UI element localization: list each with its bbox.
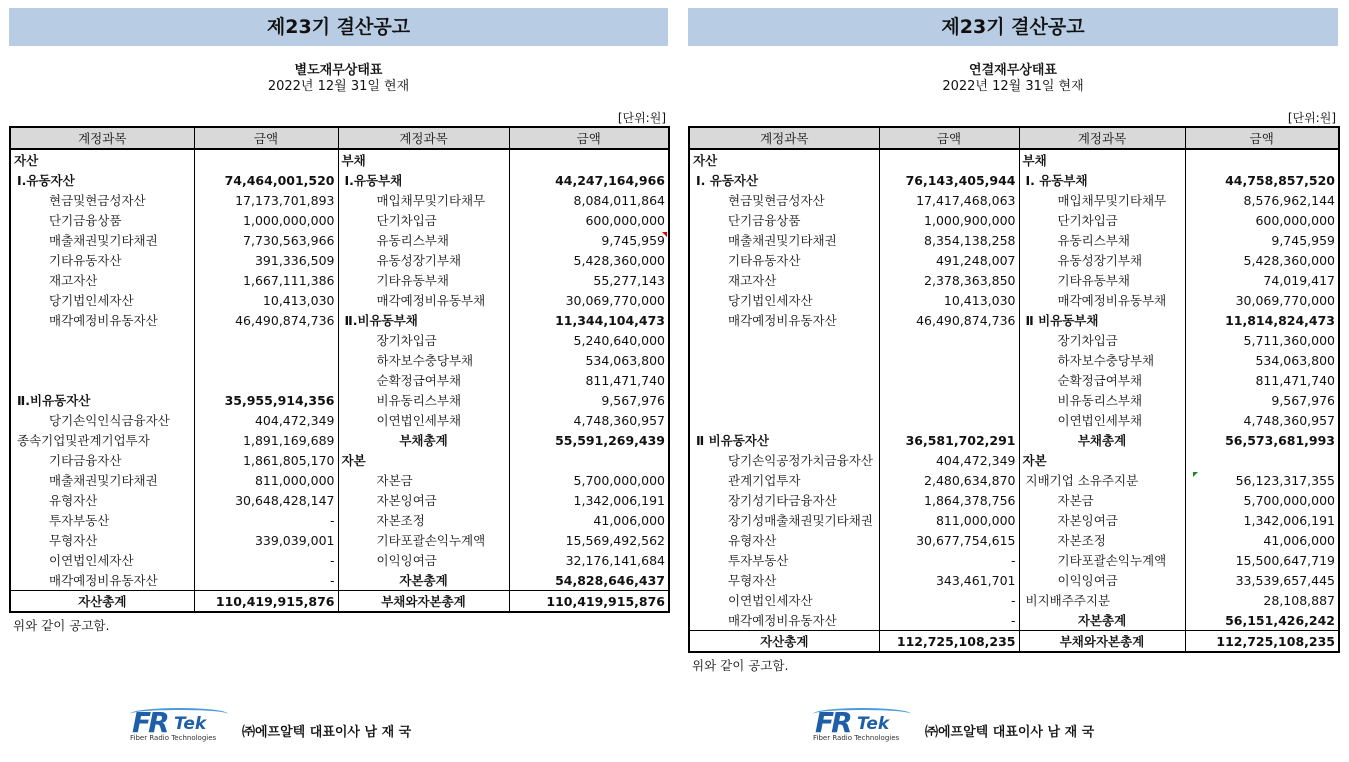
amount-cell: 44,758,857,520 xyxy=(1185,170,1339,190)
account-name-cell: Ⅱ.비유동자산 xyxy=(10,390,194,410)
table-row xyxy=(689,631,1339,653)
notice-title: 제23기 결산공고 xyxy=(688,8,1338,46)
account-name-cell: 투자부동산 xyxy=(10,510,194,530)
amount-cell: 1,342,006,191 xyxy=(1185,510,1339,530)
amount-cell: 600,000,000 xyxy=(509,210,669,230)
account-name-cell xyxy=(689,370,879,390)
table-row xyxy=(689,490,1339,510)
account-name-cell: Ⅰ.유동부채 xyxy=(338,170,509,190)
account-name-cell: 자본총계 xyxy=(1019,610,1185,631)
account-name-cell: 자본 xyxy=(1019,450,1185,470)
amount-cell: 76,143,405,944 xyxy=(879,170,1019,190)
amount-cell: 1,000,900,000 xyxy=(879,210,1019,230)
signature-block xyxy=(130,706,411,744)
account-name-cell: 매출채권및기타채권 xyxy=(689,230,879,250)
amount-cell: 4,748,360,957 xyxy=(1185,410,1339,430)
table-row xyxy=(689,590,1339,610)
account-name-cell: 재고자산 xyxy=(689,270,879,290)
amount-cell: 1,667,111,386 xyxy=(194,270,338,290)
account-name-cell: 기타금융자산 xyxy=(10,450,194,470)
account-name-cell: 부채총계 xyxy=(338,430,509,450)
table-row xyxy=(689,270,1339,290)
account-name-cell: Ⅱ.비유동부채 xyxy=(338,310,509,330)
amount-cell: 56,151,426,242 xyxy=(1185,610,1339,631)
amount-cell: 1,891,169,689 xyxy=(194,430,338,450)
table-row xyxy=(10,290,669,310)
table-row xyxy=(689,410,1339,430)
table-row xyxy=(689,250,1339,270)
amount-cell: - xyxy=(879,610,1019,631)
table-row xyxy=(10,570,669,591)
signature-text: ㈜에프알텍 대표이사 남 재 국 xyxy=(242,725,412,740)
table-row xyxy=(689,470,1339,490)
company-logo: FR Tek Fiber Radio Technologies xyxy=(813,706,913,744)
amount-cell: 30,069,770,000 xyxy=(509,290,669,310)
account-name-cell: 단기차입금 xyxy=(338,210,509,230)
account-name-cell: 기타포괄손익누계액 xyxy=(338,530,509,550)
account-name-cell: 당기법인세자산 xyxy=(10,290,194,310)
amount-cell: 17,173,701,893 xyxy=(194,190,338,210)
account-name-cell: 이연법인세부채 xyxy=(1019,410,1185,430)
account-name-cell: 무형자산 xyxy=(689,570,879,590)
account-name-cell xyxy=(689,350,879,370)
table-row xyxy=(10,430,669,450)
table-row xyxy=(10,190,669,210)
amount-cell: 1,000,000,000 xyxy=(194,210,338,230)
account-name-cell: 자본금 xyxy=(1019,490,1185,510)
amount-cell xyxy=(194,370,338,390)
comment-marker-icon xyxy=(662,232,667,237)
column-header: 계정과목 xyxy=(689,127,879,149)
separate-statement-panel xyxy=(9,8,668,634)
amount-cell: - xyxy=(194,510,338,530)
account-name-cell: 유형자산 xyxy=(689,530,879,550)
table-row xyxy=(10,149,669,170)
account-name-cell: 부채 xyxy=(1019,149,1185,170)
amount-cell: 11,814,824,473 xyxy=(1185,310,1339,330)
account-name-cell: 자본 xyxy=(338,450,509,470)
amount-cell: 41,006,000 xyxy=(1185,530,1339,550)
amount-cell: 1,342,006,191 xyxy=(509,490,669,510)
balance-sheet-table xyxy=(9,126,670,613)
account-name-cell: 이익잉여금 xyxy=(1019,570,1185,590)
amount-cell: 7,730,563,966 xyxy=(194,230,338,250)
account-name-cell: 매각예정비유동부채 xyxy=(338,290,509,310)
account-name-cell: 매출채권및기타채권 xyxy=(10,230,194,250)
amount-cell: 811,000,000 xyxy=(879,510,1019,530)
amount-cell: 2,378,363,850 xyxy=(879,270,1019,290)
amount-cell xyxy=(194,350,338,370)
table-row xyxy=(689,230,1339,250)
amount-cell: 1,861,805,170 xyxy=(194,450,338,470)
account-name-cell: 기타유동부채 xyxy=(1019,270,1185,290)
header-row xyxy=(689,127,1339,149)
table-row xyxy=(689,330,1339,350)
column-header: 금액 xyxy=(879,127,1019,149)
table-row xyxy=(10,210,669,230)
amount-cell: 600,000,000 xyxy=(1185,210,1339,230)
notice-statement: 위와 같이 공고함. xyxy=(13,618,110,633)
table-row xyxy=(689,350,1339,370)
table-row xyxy=(689,190,1339,210)
amount-cell: 112,725,108,235 xyxy=(879,631,1019,653)
amount-cell xyxy=(509,450,669,470)
amount-cell xyxy=(509,149,669,170)
signature-text: ㈜에프알텍 대표이사 남 재 국 xyxy=(925,725,1095,740)
account-name-cell: 유동성장기부채 xyxy=(1019,250,1185,270)
account-name-cell: 투자부동산 xyxy=(689,550,879,570)
amount-cell: 36,581,702,291 xyxy=(879,430,1019,450)
table-row xyxy=(689,530,1339,550)
consolidated-statement-panel xyxy=(688,8,1338,674)
amount-cell: 30,677,754,615 xyxy=(879,530,1019,550)
amount-cell xyxy=(879,350,1019,370)
statement-subtitle: 별도재무상태표 xyxy=(294,63,383,78)
account-name-cell: 매각예정비유동자산 xyxy=(689,610,879,631)
account-name-cell: 자산총계 xyxy=(10,591,194,613)
logo-tagline: Fiber Radio Technologies xyxy=(130,734,217,742)
account-name-cell: 장기성매출채권및기타채권 xyxy=(689,510,879,530)
account-name-cell: 비유동리스부채 xyxy=(1019,390,1185,410)
account-name-cell xyxy=(10,330,194,350)
account-name-cell: 현금및현금성자산 xyxy=(10,190,194,210)
account-name-cell: 비지배주주지분 xyxy=(1019,590,1185,610)
amount-cell: 5,711,360,000 xyxy=(1185,330,1339,350)
amount-cell: 44,247,164,966 xyxy=(509,170,669,190)
comment-marker-icon xyxy=(1193,472,1198,477)
table-row xyxy=(689,390,1339,410)
amount-cell: 534,063,800 xyxy=(509,350,669,370)
account-name-cell: 유동리스부채 xyxy=(338,230,509,250)
amount-cell: 55,591,269,439 xyxy=(509,430,669,450)
account-name-cell: 기타포괄손익누계액 xyxy=(1019,550,1185,570)
account-name-cell: 매각예정비유동자산 xyxy=(10,310,194,330)
amount-cell: 5,700,000,000 xyxy=(1185,490,1339,510)
account-name-cell xyxy=(689,410,879,430)
table-row xyxy=(689,370,1339,390)
amount-cell: 339,039,001 xyxy=(194,530,338,550)
account-name-cell: 하자보수충당부채 xyxy=(338,350,509,370)
column-header: 금액 xyxy=(509,127,669,149)
account-name-cell: 단기금융상품 xyxy=(10,210,194,230)
amount-cell: 33,539,657,445 xyxy=(1185,570,1339,590)
account-name-cell: 기타유동부채 xyxy=(338,270,509,290)
table-row xyxy=(689,430,1339,450)
amount-cell: 110,419,915,876 xyxy=(509,591,669,613)
table-row xyxy=(10,390,669,410)
amount-cell xyxy=(879,370,1019,390)
amount-cell: - xyxy=(194,570,338,591)
amount-cell: 5,428,360,000 xyxy=(509,250,669,270)
amount-cell: 491,248,007 xyxy=(879,250,1019,270)
account-name-cell: 유형자산 xyxy=(10,490,194,510)
unit-label: [단위:원] xyxy=(1287,111,1336,125)
table-row xyxy=(10,350,669,370)
table-row xyxy=(10,310,669,330)
account-name-cell: 순확정급여부채 xyxy=(1019,370,1185,390)
column-header: 금액 xyxy=(1185,127,1339,149)
table-body xyxy=(689,149,1339,652)
account-name-cell: 하자보수충당부채 xyxy=(1019,350,1185,370)
account-name-cell: 이연법인세부채 xyxy=(338,410,509,430)
table-row xyxy=(10,410,669,430)
statement-subtitle: 연결재무상태표 xyxy=(969,63,1057,78)
amount-cell: 110,419,915,876 xyxy=(194,591,338,613)
account-name-cell: 단기금융상품 xyxy=(689,210,879,230)
table-row xyxy=(10,530,669,550)
account-name-cell: Ⅱ 비유동부채 xyxy=(1019,310,1185,330)
account-name-cell: 장기성기타금융자산 xyxy=(689,490,879,510)
account-name-cell: 기타유동자산 xyxy=(10,250,194,270)
account-name-cell: 재고자산 xyxy=(10,270,194,290)
column-header: 금액 xyxy=(194,127,338,149)
notice-statement: 위와 같이 공고함. xyxy=(692,658,789,673)
amount-cell: 811,000,000 xyxy=(194,470,338,490)
amount-cell xyxy=(194,149,338,170)
table-row xyxy=(10,270,669,290)
account-name-cell: 자산총계 xyxy=(689,631,879,653)
amount-cell: 41,006,000 xyxy=(509,510,669,530)
amount-cell: 32,176,141,684 xyxy=(509,550,669,570)
amount-cell: 112,725,108,235 xyxy=(1185,631,1339,653)
account-name-cell: 자본조정 xyxy=(338,510,509,530)
table-row xyxy=(689,570,1339,590)
account-name-cell: Ⅰ.유동자산 xyxy=(10,170,194,190)
table-row xyxy=(689,170,1339,190)
amount-cell: 5,700,000,000 xyxy=(509,470,669,490)
amount-cell: 8,084,011,864 xyxy=(509,190,669,210)
amount-cell: 30,648,428,147 xyxy=(194,490,338,510)
amount-cell: 2,480,634,870 xyxy=(879,470,1019,490)
signature-block xyxy=(813,706,1094,744)
amount-cell xyxy=(1185,149,1339,170)
account-name-cell: 현금및현금성자산 xyxy=(689,190,879,210)
statement-date: 2022년 12월 31일 현재 xyxy=(267,79,410,94)
account-name-cell: 장기차입금 xyxy=(338,330,509,350)
amount-cell: 56,123,317,355 xyxy=(1185,470,1339,490)
header-row xyxy=(10,127,669,149)
account-name-cell: 부채총계 xyxy=(1019,430,1185,450)
table-row xyxy=(10,470,669,490)
amount-cell: 74,464,001,520 xyxy=(194,170,338,190)
amount-cell xyxy=(879,149,1019,170)
account-name-cell: 당기법인세자산 xyxy=(689,290,879,310)
table-row xyxy=(10,250,669,270)
amount-cell: 404,472,349 xyxy=(879,450,1019,470)
table-row xyxy=(689,450,1339,470)
account-name-cell xyxy=(689,390,879,410)
table-row xyxy=(689,510,1339,530)
account-name-cell xyxy=(10,350,194,370)
amount-cell: 35,955,914,356 xyxy=(194,390,338,410)
account-name-cell xyxy=(689,330,879,350)
amount-cell: - xyxy=(879,550,1019,570)
amount-cell: 1,864,378,756 xyxy=(879,490,1019,510)
table-row xyxy=(689,149,1339,170)
account-name-cell: 장기차입금 xyxy=(1019,330,1185,350)
account-name-cell: 이연법인세자산 xyxy=(10,550,194,570)
account-name-cell: 무형자산 xyxy=(10,530,194,550)
amount-cell: 15,500,647,719 xyxy=(1185,550,1339,570)
account-name-cell: Ⅱ 비유동자산 xyxy=(689,430,879,450)
account-name-cell: 부채와자본총계 xyxy=(338,591,509,613)
amount-cell: 55,277,143 xyxy=(509,270,669,290)
unit-label: [단위:원] xyxy=(617,111,666,125)
column-header: 계정과목 xyxy=(338,127,509,149)
account-name-cell: 부채 xyxy=(338,149,509,170)
account-name-cell: 이익잉여금 xyxy=(338,550,509,570)
amount-cell: 46,490,874,736 xyxy=(194,310,338,330)
notice-title: 제23기 결산공고 xyxy=(9,8,668,46)
column-header: 계정과목 xyxy=(10,127,194,149)
amount-cell: 9,567,976 xyxy=(509,390,669,410)
amount-cell xyxy=(1185,450,1339,470)
table-row xyxy=(10,370,669,390)
amount-cell: 404,472,349 xyxy=(194,410,338,430)
account-name-cell: 비유동리스부채 xyxy=(338,390,509,410)
amount-cell: - xyxy=(879,590,1019,610)
amount-cell: 74,019,417 xyxy=(1185,270,1339,290)
amount-cell: 11,344,104,473 xyxy=(509,310,669,330)
table-row xyxy=(10,230,669,250)
amount-cell: 46,490,874,736 xyxy=(879,310,1019,330)
column-header: 계정과목 xyxy=(1019,127,1185,149)
amount-cell: 391,336,509 xyxy=(194,250,338,270)
account-name-cell: 매입채무및기타채무 xyxy=(1019,190,1185,210)
table-row xyxy=(10,330,669,350)
account-name-cell: 이연법인세자산 xyxy=(689,590,879,610)
account-name-cell: 기타유동자산 xyxy=(689,250,879,270)
amount-cell: 56,573,681,993 xyxy=(1185,430,1339,450)
amount-cell: 9,745,959 xyxy=(1185,230,1339,250)
amount-cell: 10,413,030 xyxy=(879,290,1019,310)
account-name-cell: 부채와자본총계 xyxy=(1019,631,1185,653)
account-name-cell: 매각예정비유동부채 xyxy=(1019,290,1185,310)
account-name-cell: 자본금 xyxy=(338,470,509,490)
account-name-cell: Ⅰ. 유동부채 xyxy=(1019,170,1185,190)
amount-cell: - xyxy=(194,550,338,570)
account-name-cell: 자본총계 xyxy=(338,570,509,591)
account-name-cell: 매출채권및기타채권 xyxy=(10,470,194,490)
amount-cell: 15,569,492,562 xyxy=(509,530,669,550)
company-logo: FR Tek Fiber Radio Technologies xyxy=(130,706,230,744)
statement-date: 2022년 12월 31일 현재 xyxy=(942,79,1084,94)
amount-cell: 811,471,740 xyxy=(1185,370,1339,390)
account-name-cell: Ⅰ. 유동자산 xyxy=(689,170,879,190)
account-name-cell: 지배기업 소유주지분 xyxy=(1019,470,1185,490)
account-name-cell: 매입채무및기타채무 xyxy=(338,190,509,210)
account-name-cell: 종속기업및관계기업투자 xyxy=(10,430,194,450)
account-name-cell: 당기손익공정가치금융자산 xyxy=(689,450,879,470)
amount-cell xyxy=(194,330,338,350)
amount-cell: 9,567,976 xyxy=(1185,390,1339,410)
account-name-cell: 순확정급여부채 xyxy=(338,370,509,390)
amount-cell: 811,471,740 xyxy=(509,370,669,390)
amount-cell xyxy=(879,330,1019,350)
amount-cell: 8,576,962,144 xyxy=(1185,190,1339,210)
amount-cell xyxy=(879,410,1019,430)
amount-cell xyxy=(879,390,1019,410)
logo-tagline: Fiber Radio Technologies xyxy=(813,734,900,742)
amount-cell: 4,748,360,957 xyxy=(509,410,669,430)
table-row xyxy=(689,210,1339,230)
account-name-cell: 자산 xyxy=(10,149,194,170)
account-name-cell xyxy=(10,370,194,390)
amount-cell: 54,828,646,437 xyxy=(509,570,669,591)
account-name-cell: 유동성장기부채 xyxy=(338,250,509,270)
table-body xyxy=(10,149,669,612)
table-row xyxy=(689,550,1339,570)
table-row xyxy=(10,490,669,510)
amount-cell: 10,413,030 xyxy=(194,290,338,310)
account-name-cell: 당기손익인식금융자산 xyxy=(10,410,194,430)
amount-cell: 9,745,959 xyxy=(509,230,669,250)
amount-cell: 30,069,770,000 xyxy=(1185,290,1339,310)
account-name-cell: 자본잉여금 xyxy=(1019,510,1185,530)
balance-sheet-table xyxy=(688,126,1340,653)
account-name-cell: 매각예정비유동자산 xyxy=(689,310,879,330)
table-row xyxy=(10,450,669,470)
table-row xyxy=(689,610,1339,631)
account-name-cell: 자본잉여금 xyxy=(338,490,509,510)
account-name-cell: 자본조정 xyxy=(1019,530,1185,550)
table-row xyxy=(689,290,1339,310)
amount-cell: 343,461,701 xyxy=(879,570,1019,590)
account-name-cell: 자산 xyxy=(689,149,879,170)
account-name-cell: 매각예정비유동자산 xyxy=(10,570,194,591)
amount-cell: 28,108,887 xyxy=(1185,590,1339,610)
table-row xyxy=(10,170,669,190)
account-name-cell: 유동리스부채 xyxy=(1019,230,1185,250)
account-name-cell: 단기차입금 xyxy=(1019,210,1185,230)
amount-cell: 5,240,640,000 xyxy=(509,330,669,350)
table-row xyxy=(689,310,1339,330)
amount-cell: 5,428,360,000 xyxy=(1185,250,1339,270)
amount-cell: 17,417,468,063 xyxy=(879,190,1019,210)
table-row xyxy=(10,591,669,613)
amount-cell: 8,354,138,258 xyxy=(879,230,1019,250)
table-row xyxy=(10,510,669,530)
table-row xyxy=(10,550,669,570)
account-name-cell: 관계기업투자 xyxy=(689,470,879,490)
amount-cell: 534,063,800 xyxy=(1185,350,1339,370)
